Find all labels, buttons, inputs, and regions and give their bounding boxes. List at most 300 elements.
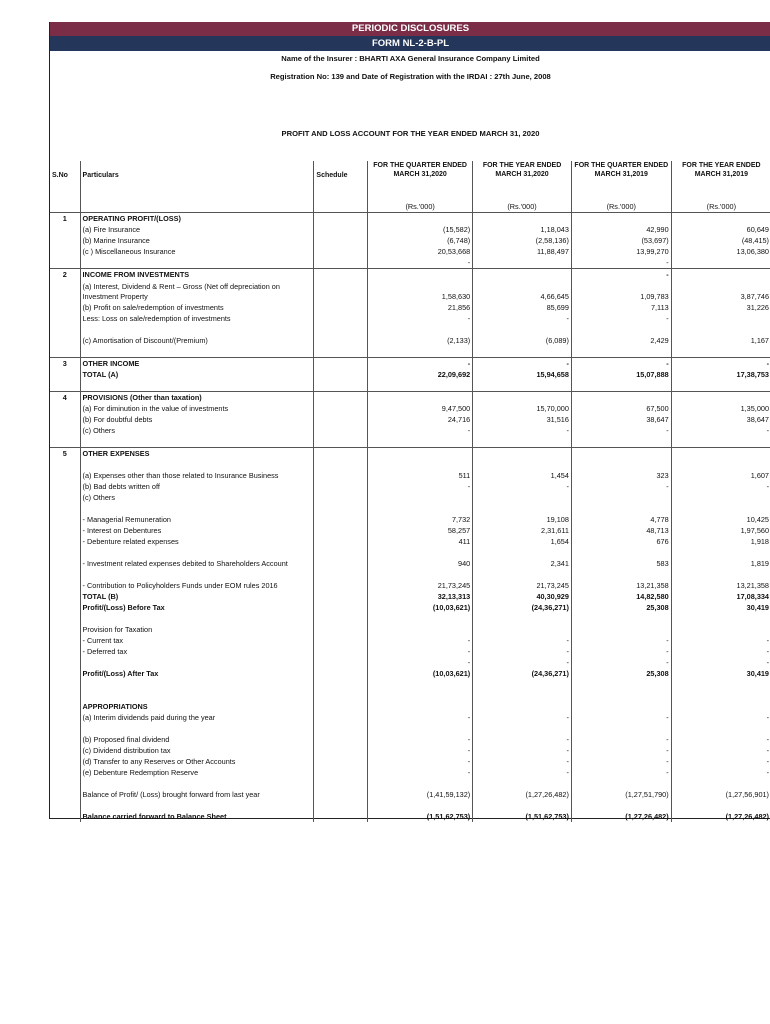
spacer-row (50, 189, 770, 201)
row-label: OTHER EXPENSES (80, 448, 314, 460)
row-sno: 2 (50, 269, 80, 281)
table-row (50, 602, 770, 613)
table-row (50, 257, 770, 269)
row-value: 30,419 (671, 602, 770, 613)
row-sno (50, 459, 80, 481)
row-schedule (314, 481, 368, 492)
row-sno (50, 536, 80, 547)
periodic-disclosures-banner: PERIODIC DISCLOSURES (50, 22, 770, 36)
row-value: - (571, 712, 671, 723)
row-value: 21,73,245 (368, 569, 473, 591)
row-schedule (314, 800, 368, 811)
row-value (368, 624, 473, 635)
row-value: 1,35,000 (671, 403, 770, 414)
row-value: - (671, 767, 770, 778)
row-value: (1,51,62,753) (368, 811, 473, 822)
table-row (50, 613, 770, 624)
row-value: - (368, 745, 473, 756)
row-value (671, 346, 770, 358)
row-schedule (314, 459, 368, 481)
row-label: (c ) Miscellaneous Insurance (80, 246, 314, 257)
blank-cell (50, 189, 80, 201)
row-value (368, 723, 473, 734)
row-value (473, 778, 572, 789)
row-schedule (314, 313, 368, 324)
row-value (671, 624, 770, 635)
row-value: 1,819 (671, 547, 770, 569)
row-value (571, 723, 671, 734)
row-value: (15,582) (368, 224, 473, 235)
row-value: - (473, 734, 572, 745)
row-value: - (571, 313, 671, 324)
table-row (50, 392, 770, 404)
row-sno (50, 346, 80, 358)
col-quarter-2019: FOR THE QUARTER ENDED MARCH 31,2019 (571, 161, 671, 189)
row-label: (a) Expenses other than those related to Insurance Business (80, 459, 314, 481)
row-value: - (473, 745, 572, 756)
table-row (50, 246, 770, 257)
row-value: - (368, 756, 473, 767)
row-value: - (571, 646, 671, 657)
row-value: 67,500 (571, 403, 671, 414)
row-schedule (314, 624, 368, 635)
col-schedule: Schedule (314, 161, 368, 189)
row-sno (50, 436, 80, 448)
row-schedule (314, 679, 368, 690)
row-schedule (314, 302, 368, 313)
row-value: - (671, 646, 770, 657)
table-row (50, 302, 770, 313)
row-value (473, 800, 572, 811)
row-value: (2,133) (368, 324, 473, 346)
row-value (473, 723, 572, 734)
table-row (50, 800, 770, 811)
row-value (571, 679, 671, 690)
row-value: - (671, 756, 770, 767)
table-row (50, 734, 770, 745)
row-sno (50, 503, 80, 514)
row-value (368, 269, 473, 281)
col-sno: S.No (52, 171, 68, 179)
row-schedule (314, 745, 368, 756)
blank-cell (80, 189, 314, 201)
row-schedule (314, 436, 368, 448)
row-label: (c) Others (80, 492, 314, 503)
row-value: - (671, 481, 770, 492)
row-label (80, 257, 314, 269)
table-row (50, 745, 770, 756)
row-value: 85,699 (473, 302, 572, 313)
blank-cell (314, 189, 368, 201)
row-value: 1,58,630 (368, 280, 473, 302)
row-value (671, 503, 770, 514)
table-row (50, 778, 770, 789)
row-value: - (473, 756, 572, 767)
row-value: 25,308 (571, 602, 671, 613)
table-row (50, 346, 770, 358)
row-value (571, 701, 671, 712)
row-schedule (314, 257, 368, 269)
table-row (50, 235, 770, 246)
row-label: (a) For diminution in the value of investments (80, 403, 314, 414)
row-value: (1,27,51,790) (571, 789, 671, 800)
row-label: Provision for Taxation (80, 624, 314, 635)
row-value: - (368, 646, 473, 657)
row-label: Less: Loss on sale/redemption of investments (80, 313, 314, 324)
row-sno (50, 723, 80, 734)
row-value: 19,108 (473, 514, 572, 525)
row-value: 31,516 (473, 414, 572, 425)
row-value: - (368, 358, 473, 370)
table-row (50, 657, 770, 668)
row-value (671, 800, 770, 811)
row-value (473, 624, 572, 635)
table-row (50, 313, 770, 324)
blank-cell (671, 189, 770, 201)
row-value: 4,778 (571, 514, 671, 525)
row-value: 583 (571, 547, 671, 569)
row-value (368, 436, 473, 448)
row-label: (a) Fire Insurance (80, 224, 314, 235)
row-value: 1,09,783 (571, 280, 671, 302)
row-value (671, 723, 770, 734)
row-value: - (368, 313, 473, 324)
row-schedule (314, 701, 368, 712)
row-schedule (314, 503, 368, 514)
row-value (473, 679, 572, 690)
row-value: 17,08,334 (671, 591, 770, 602)
unit-label: (Rs.'000) (473, 201, 572, 213)
row-value (473, 346, 572, 358)
table-row (50, 668, 770, 679)
unit-row (50, 201, 770, 213)
row-value: 2,341 (473, 547, 572, 569)
form-sheet (49, 22, 770, 819)
row-value: - (368, 481, 473, 492)
row-label: (c) Amortisation of Discount/(Premium) (80, 324, 314, 346)
table-row (50, 679, 770, 690)
row-sno (50, 380, 80, 392)
row-value (473, 436, 572, 448)
row-value: 14,82,580 (571, 591, 671, 602)
row-label: (b) Proposed final dividend (80, 734, 314, 745)
row-value: 940 (368, 547, 473, 569)
row-schedule (314, 514, 368, 525)
row-value: - (571, 756, 671, 767)
row-schedule (314, 403, 368, 414)
row-value: 31,226 (671, 302, 770, 313)
row-value: 10,425 (671, 514, 770, 525)
row-value: - (473, 657, 572, 668)
table-row (50, 403, 770, 414)
row-schedule (314, 789, 368, 800)
blank-cell (473, 189, 572, 201)
col-quarter-2020: FOR THE QUARTER ENDED MARCH 31,2020 (368, 161, 473, 189)
row-value: - (368, 734, 473, 745)
row-value: 32,13,313 (368, 591, 473, 602)
row-value (368, 503, 473, 514)
row-value (571, 436, 671, 448)
row-label: OTHER INCOME (80, 358, 314, 370)
row-schedule (314, 448, 368, 460)
row-label: PROVISIONS (Other than taxation) (80, 392, 314, 404)
row-sno (50, 712, 80, 723)
blank-cell (80, 201, 314, 213)
row-schedule (314, 635, 368, 646)
row-label: Profit/(Loss) Before Tax (80, 602, 314, 613)
row-value: 1,454 (473, 459, 572, 481)
row-schedule (314, 246, 368, 257)
row-label: (b) Marine Insurance (80, 235, 314, 246)
row-schedule (314, 269, 368, 281)
row-value (571, 213, 671, 225)
row-value: 1,918 (671, 536, 770, 547)
unit-label: (Rs.'000) (571, 201, 671, 213)
row-value (368, 380, 473, 392)
row-schedule (314, 380, 368, 392)
row-value: - (473, 313, 572, 324)
table-row (50, 525, 770, 536)
row-value: 38,647 (671, 414, 770, 425)
row-value (473, 690, 572, 701)
row-label: APPROPRIATIONS (80, 701, 314, 712)
unit-label: (Rs.'000) (368, 201, 473, 213)
row-value: - (473, 425, 572, 436)
row-value: - (671, 657, 770, 668)
table-row (50, 414, 770, 425)
row-value: (1,27,26,482) (473, 789, 572, 800)
row-label: (d) Transfer to any Reserves or Other Accounts (80, 756, 314, 767)
table-row (50, 514, 770, 525)
row-value: - (368, 635, 473, 646)
row-label: (a) Interest, Dividend & Rent – Gross (Net off depreciation on Investment Property (80, 280, 314, 302)
row-value (368, 679, 473, 690)
row-label (80, 690, 314, 701)
row-value: - (671, 358, 770, 370)
row-value (671, 492, 770, 503)
row-label: - Debenture related expenses (80, 536, 314, 547)
row-value (473, 380, 572, 392)
row-sno (50, 646, 80, 657)
row-value: (2,58,136) (473, 235, 572, 246)
row-value: 511 (368, 459, 473, 481)
row-value: - (571, 269, 671, 281)
row-sno (50, 789, 80, 800)
row-value (473, 503, 572, 514)
row-label: TOTAL (A) (80, 369, 314, 380)
table-row (50, 756, 770, 767)
row-value: - (571, 657, 671, 668)
row-value: (10,03,621) (368, 668, 473, 679)
row-value (571, 624, 671, 635)
row-value: 15,94,658 (473, 369, 572, 380)
registration-info: Registration No: 139 and Date of Registration with the IRDAI : 27th June, 2008 (270, 72, 551, 81)
row-schedule (314, 324, 368, 346)
row-value (473, 257, 572, 269)
row-value: - (571, 481, 671, 492)
table-row (50, 436, 770, 448)
row-sno (50, 591, 80, 602)
row-sno (50, 414, 80, 425)
row-schedule (314, 613, 368, 624)
row-label: - Interest on Debentures (80, 525, 314, 536)
row-label: INCOME FROM INVESTMENTS (80, 269, 314, 281)
row-value: 13,06,380 (671, 246, 770, 257)
row-sno (50, 756, 80, 767)
row-value (368, 701, 473, 712)
row-value (571, 778, 671, 789)
row-sno (50, 668, 80, 679)
row-schedule (314, 525, 368, 536)
row-label: (b) For doubtful debts (80, 414, 314, 425)
row-schedule (314, 392, 368, 404)
row-value (368, 800, 473, 811)
row-value (671, 392, 770, 404)
blank-cell (571, 189, 671, 201)
row-value: 1,607 (671, 459, 770, 481)
row-schedule (314, 536, 368, 547)
row-value: (6,089) (473, 324, 572, 346)
row-sno (50, 525, 80, 536)
row-label: (b) Bad debts written off (80, 481, 314, 492)
row-label: TOTAL (B) (80, 591, 314, 602)
row-value: 48,713 (571, 525, 671, 536)
row-value: (24,36,271) (473, 602, 572, 613)
row-schedule (314, 657, 368, 668)
row-value (671, 448, 770, 460)
row-sno (50, 701, 80, 712)
row-value: (1,27,26,482) (671, 811, 770, 822)
row-value: - (368, 767, 473, 778)
table-row (50, 269, 770, 281)
row-value (571, 503, 671, 514)
row-schedule (314, 690, 368, 701)
row-value (671, 313, 770, 324)
row-sno (50, 624, 80, 635)
row-value: 4,66,645 (473, 280, 572, 302)
row-label: (b) Profit on sale/redemption of investments (80, 302, 314, 313)
row-value: - (671, 745, 770, 756)
row-sno (50, 302, 80, 313)
blank-cell (50, 201, 80, 213)
row-value: 9,47,500 (368, 403, 473, 414)
row-label: - Contribution to Policyholders Funds under EOM rules 2016 (80, 569, 314, 591)
row-value: (24,36,271) (473, 668, 572, 679)
row-value (473, 392, 572, 404)
col-year-2020: FOR THE YEAR ENDED MARCH 31,2020 (473, 161, 572, 189)
row-sno (50, 613, 80, 624)
row-value (368, 392, 473, 404)
row-schedule (314, 734, 368, 745)
row-label: (a) Interim dividends paid during the year (80, 712, 314, 723)
row-value: (48,415) (671, 235, 770, 246)
row-schedule (314, 811, 368, 822)
table-row (50, 767, 770, 778)
row-label (80, 503, 314, 514)
row-label: (c) Others (80, 425, 314, 436)
row-sno (50, 280, 80, 302)
row-sno (50, 635, 80, 646)
row-value (671, 613, 770, 624)
row-value: (1,27,26,482) (571, 811, 671, 822)
row-value: - (473, 358, 572, 370)
row-value: 7,732 (368, 514, 473, 525)
row-value: 1,97,560 (671, 525, 770, 536)
row-schedule (314, 425, 368, 436)
row-schedule (314, 767, 368, 778)
row-value: - (473, 646, 572, 657)
row-schedule (314, 712, 368, 723)
row-value: 411 (368, 536, 473, 547)
row-schedule (314, 492, 368, 503)
row-value: 17,38,753 (671, 369, 770, 380)
row-label: - Managerial Remuneration (80, 514, 314, 525)
row-schedule (314, 547, 368, 569)
row-sno (50, 657, 80, 668)
table-row (50, 425, 770, 436)
row-label (80, 380, 314, 392)
row-sno (50, 690, 80, 701)
row-value (473, 613, 572, 624)
row-value (473, 448, 572, 460)
blank-cell (368, 189, 473, 201)
row-label (80, 346, 314, 358)
row-value (571, 392, 671, 404)
row-sno (50, 745, 80, 756)
table-row (50, 448, 770, 460)
row-value (571, 346, 671, 358)
row-value: - (571, 745, 671, 756)
row-value (571, 448, 671, 460)
row-schedule (314, 414, 368, 425)
row-sno (50, 547, 80, 569)
table-row (50, 369, 770, 380)
row-value (368, 448, 473, 460)
row-value: - (571, 358, 671, 370)
col-year-2019: FOR THE YEAR ENDED MARCH 31,2019 (671, 161, 770, 189)
row-sno (50, 602, 80, 613)
row-sno (50, 679, 80, 690)
row-label: (e) Debenture Redemption Reserve (80, 767, 314, 778)
table-row (50, 481, 770, 492)
row-value: 1,167 (671, 324, 770, 346)
row-value (671, 269, 770, 281)
row-value: 3,87,746 (671, 280, 770, 302)
table-row (50, 701, 770, 712)
row-schedule (314, 569, 368, 591)
unit-label: (Rs.'000) (671, 201, 770, 213)
row-value (671, 778, 770, 789)
row-value: 7,113 (571, 302, 671, 313)
blank-cell (314, 201, 368, 213)
row-value: 24,716 (368, 414, 473, 425)
table-row (50, 547, 770, 569)
row-value (671, 380, 770, 392)
row-value: 2,429 (571, 324, 671, 346)
table-row (50, 690, 770, 701)
table-row (50, 723, 770, 734)
table-row (50, 712, 770, 723)
row-schedule (314, 224, 368, 235)
insurer-name: Name of the Insurer : BHARTI AXA General Insurance Company Limited (281, 54, 540, 63)
row-value: (1,41,59,132) (368, 789, 473, 800)
row-value: 11,88,497 (473, 246, 572, 257)
row-value: - (671, 712, 770, 723)
row-schedule (314, 346, 368, 358)
table-row (50, 811, 770, 822)
row-label (80, 778, 314, 789)
row-value (368, 492, 473, 503)
